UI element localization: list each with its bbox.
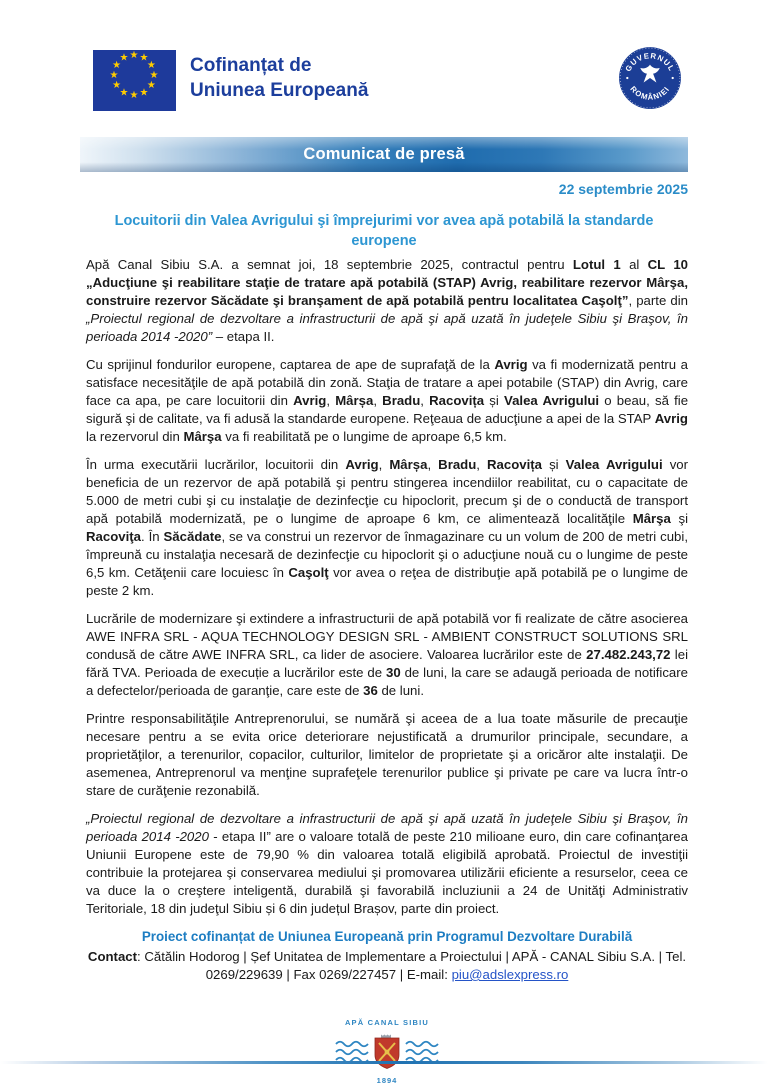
text-segment: Apă Canal Sibiu S.A. a semnat joi, 18 septembrie 2025, contractul pentru (86, 257, 573, 272)
text-segment: și (484, 393, 505, 408)
text-segment: şi (670, 511, 689, 526)
text-segment: vor beneficia de un rezervor de apă potabilă şi pentru stingerea incendiilor reabilitat, cu o capacitate de 5.000 de metri cubi şi cu instalaţie de dezinfecţie cu hipoclorit, precum şi de o conductă de transport apă potabilă modernizată, pe o lungime de aproape 6 km, ce alimentează localităţile (86, 457, 689, 526)
paragraph-2 (86, 356, 688, 446)
contact-line (86, 948, 688, 984)
text-segment: va fi reabilitată pe o lungime de aproape 6,5 km. (221, 429, 507, 444)
release-date: 22 septembrie 2025 (558, 181, 688, 197)
eu-flag-icon (93, 50, 176, 111)
seal-text-top: GUVERNUL (623, 51, 677, 74)
text-segment: 36 (363, 683, 378, 698)
text-segment: , parte din (628, 293, 688, 308)
seal-text-bottom: ROMÂNIEI (628, 84, 672, 102)
text-segment: de luni. (377, 683, 424, 698)
text-segment: – etapa II. (212, 329, 275, 344)
funding-statement: Proiect cofinanțat de Uniunea Europeană prin Programul Dezvoltare Durabilă (141, 929, 633, 944)
text-segment: va fi modernizată pentru a satisface necesităţile de apă potabilă din zonă. Staţia de tratare a apei potabile (STAP) din Avrig, care face ca apa, pe care locuitorii din (86, 357, 688, 408)
headline: Locuitorii din Valea Avrigului şi împrejurimi vor avea apă potabilă la standarde europene (114, 213, 654, 249)
text-segment: , se va construi un rezervor de înmagazinare cu un volum de 200 de metri cubi, împreună cu instalaţia necesară de dezinfecţie cu hipoclorit şi o aducţiune nouă cu o lungime de peste 6,5 km. Cetăţenii care locuiesc în (86, 529, 688, 580)
text-segment: , (326, 393, 336, 408)
eu-label-line2: Uniunea Europeană (190, 80, 369, 101)
text-segment: Avrig (654, 411, 688, 426)
footer-divider-line (0, 1061, 768, 1064)
text-segment: Mârșa (389, 457, 428, 472)
text-segment: Săcădate (163, 529, 222, 544)
press-release-banner (80, 137, 688, 172)
text-segment: : Cătălin Hodorog | Șef Unitatea de Implementare a Proiectului | APĂ - CANAL Sibiu S.A. | Tel. 0269/229639 | Fax 0269/227457 | E-mail: (137, 949, 687, 982)
text-segment: Racovița (429, 393, 485, 408)
text-segment: Avrig (345, 457, 379, 472)
text-segment: , (373, 393, 383, 408)
text-segment: vor avea o reţea de distribuţie apă potabilă pe o lungime de peste 2 km. (86, 565, 689, 598)
text-segment: Caşolţ (288, 565, 329, 580)
text-segment: „Proiectul regional de dezvoltare a infrastructurii de apă şi apă uzată în judeţele Sibiu şi Braşov, în perioada 2014 -2020” (86, 311, 688, 344)
text-segment: Mârșa (335, 393, 374, 408)
text-segment: 27.482.243,72 (586, 647, 671, 662)
text-segment: Racovița (487, 457, 542, 472)
text-segment: Bradu (438, 457, 477, 472)
paragraph-4 (86, 610, 688, 700)
text-segment: CL 10 „Aducţiune şi reabilitare staţie de tratare apă potabilă (STAP) Avrig, reabilitare rezervor Mârşa, construire rezervor Săcădate şi branşament de apă potabilă pentru localitatea Caşolţ” (86, 257, 688, 308)
text-segment: Mârşa (183, 429, 222, 444)
text-segment: Mârşa (632, 511, 671, 526)
banner-title: Comunicat de presă (303, 145, 465, 163)
text-segment: Printre responsabilităţile Antreprenorului, se numără şi aceea de a lua toate măsurile de precauţie necesare pentru a se evita orice deteriorare nejustificată a drumurilor principale, secundare, a proprietăţilor, a terenurilor, copacilor, culturilor, limitelor de proprietate şi a oricăror alte instalaţii. De asemenea, Antreprenorul va menţine suprafeţele terenurilor publice şi private pe care va lucra într-o stare de curăţenie rezonabilă. (86, 711, 688, 798)
text-segment: , (378, 457, 390, 472)
city-crest-shield-icon (374, 1034, 400, 1070)
text-segment: Avrig (494, 357, 528, 372)
crest-org-name: APĂ CANAL SIBIU (344, 1018, 430, 1027)
apa-canal-sibiu-logo (86, 1014, 688, 1086)
paragraph-1 (86, 256, 688, 346)
eu-label-line1: Cofinanțat de (190, 55, 312, 76)
text-segment: . În (140, 529, 164, 544)
text-segment: „Proiectul regional de dezvoltare a infrastructurii de apă şi apă uzată în judeţele Sibiu şi Braşov, în perioada 2014 -2020 (86, 811, 688, 844)
text-segment: , (427, 457, 439, 472)
paragraph-6 (86, 810, 688, 918)
text-segment: Racoviţa (86, 529, 141, 544)
paragraph-5 (86, 710, 688, 800)
text-segment: În urma executării lucrărilor, locuitorii din (86, 457, 346, 472)
text-segment: Contact (87, 949, 138, 964)
text-segment: Cu sprijinul fondurilor europene, captarea de ape de suprafaţă de la (86, 357, 495, 372)
text-segment: Valea Avrigului (565, 457, 663, 472)
text-segment: lei fără TVA. Perioada de execuție a lucrărilor este de (86, 647, 689, 680)
text-segment: de luni, la care se adaugă perioada de notificare a defectelor/perioada de garanţie, care este de (86, 665, 688, 698)
eu-cofinancing-label (190, 53, 368, 103)
text-segment: o beau, să fie sigură şi de calitate, va fi adusă la standarde europene. Reţeaua de aducţiune a apei de la STAP (86, 393, 689, 426)
text-segment: 30 (386, 665, 401, 680)
text-segment: , (420, 393, 430, 408)
email-link[interactable]: piu@adslexpress.ro (451, 967, 569, 982)
text-segment: Bradu (382, 393, 421, 408)
text-segment: Lucrările de modernizare şi extindere a infrastructurii de apă potabilă vor fi realizate de către asocierea AWE INFRA SRL - AQUA TECHNOLOGY DESIGN SRL - AMBIENT CONSTRUCT SOLUTIONS SRL condusă de către AWE INFRA SRL, ca lider de asociere. Valoarea lucrărilor este de (86, 611, 688, 662)
text-segment: al (620, 257, 648, 272)
text-segment: - etapa II” are o valoare totală de peste 210 milioane euro, din care cofinanţarea Uniunii Europene este de 79,90 % din valoarea totală eligibilă aprobată. Proiectul de investiţii contribuie la protejarea şi conservarea mediului şi promovarea utilizării eficiente a resurselor, ceea ce va duce la o creştere inteligentă, durabilă şi favorabilă incluziunii a 24 de Unităţi Administrativ Teritoriale, 18 din judeţul Sibiu și 6 din județul Brașov, parte din proiect. (86, 829, 688, 916)
crest-founding-year: 1894 (376, 1076, 398, 1085)
romanian-government-seal-icon (617, 45, 683, 111)
text-segment: , (476, 457, 488, 472)
text-segment: Valea Avrigului (504, 393, 600, 408)
text-segment: la rezervorul din (86, 429, 184, 444)
text-segment: Lotul 1 (572, 257, 621, 272)
press-body (86, 256, 688, 1086)
paragraph-3 (86, 456, 688, 600)
text-segment: Avrig (293, 393, 327, 408)
text-segment: și (542, 457, 566, 472)
